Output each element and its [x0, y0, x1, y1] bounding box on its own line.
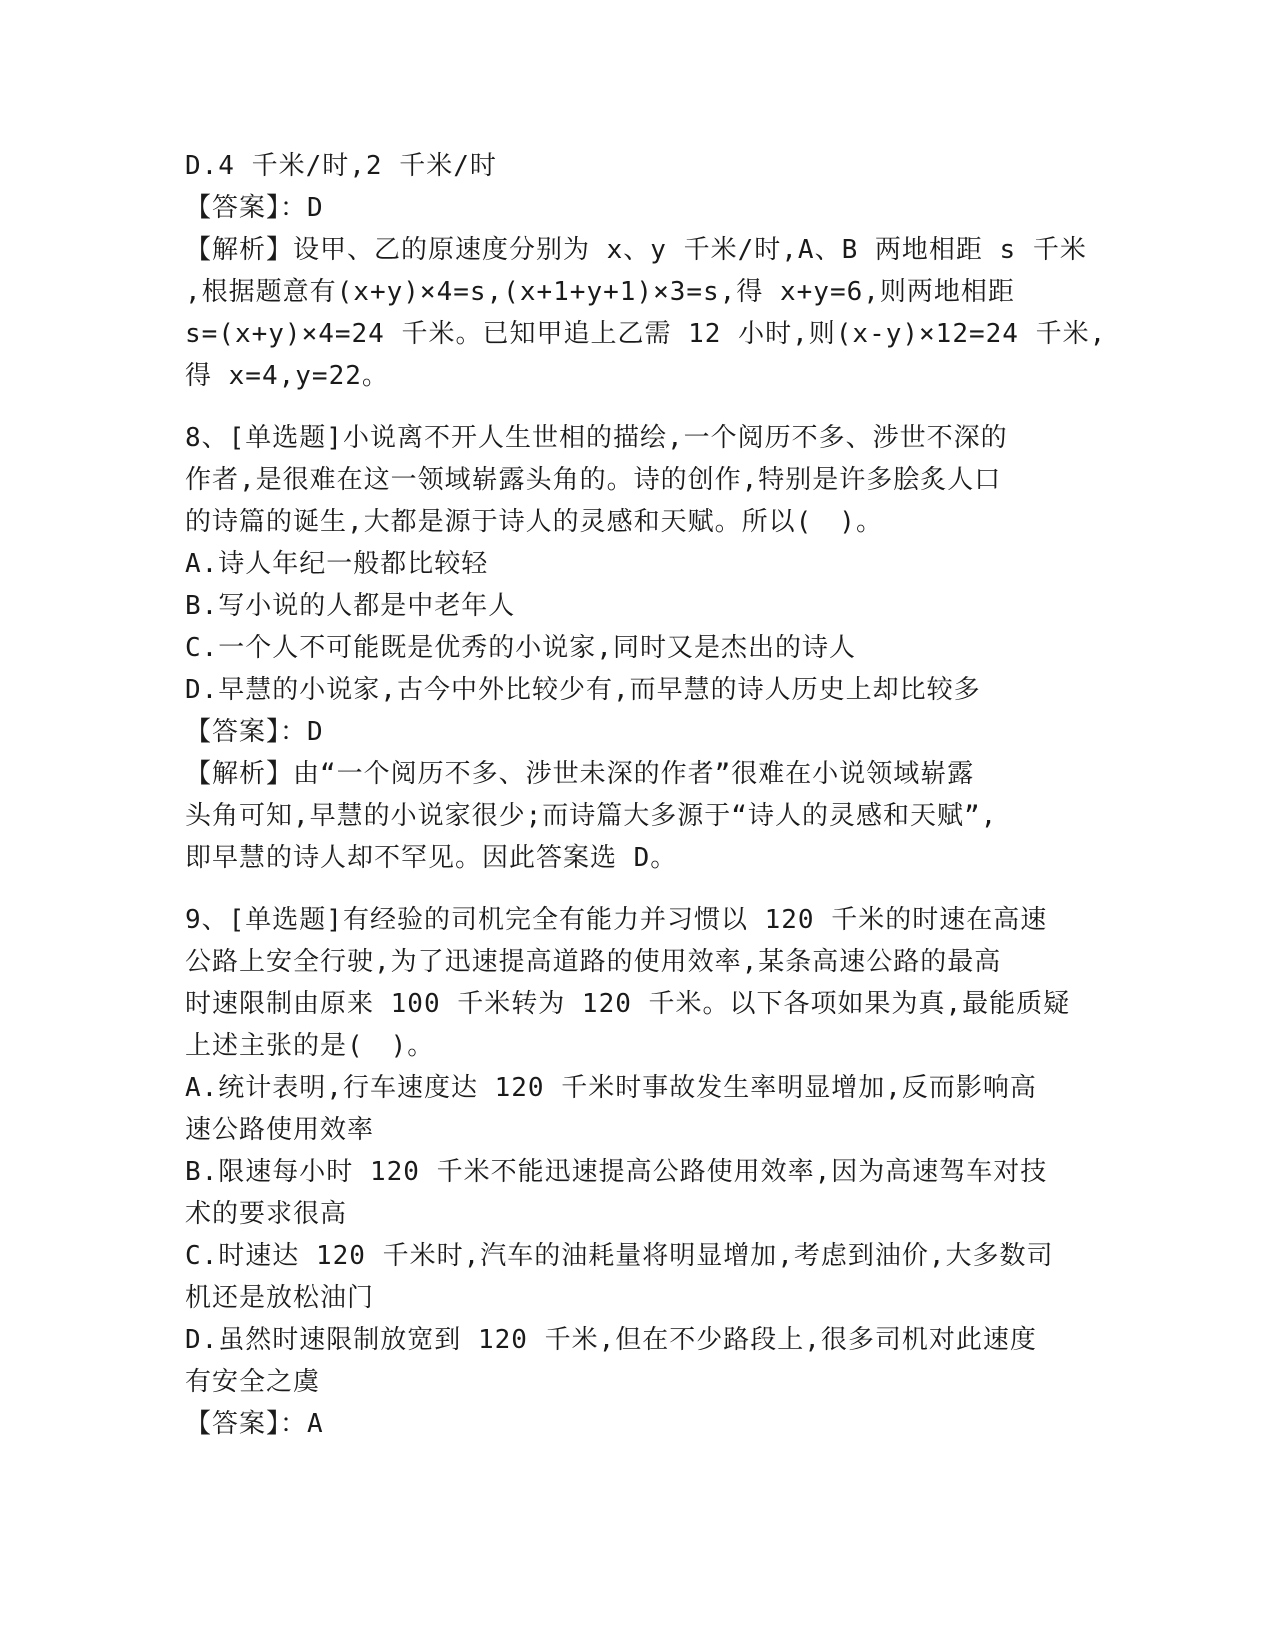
question-stem-line: 的诗篇的诞生,大都是源于诗人的灵感和天赋。所以( )。 — [185, 507, 883, 537]
analysis-line: s=(x+y)×4=24 千米。已知甲追上乙需 12 小时,则(x-y)×12=24 千米, — [185, 319, 1107, 349]
answer-line: 【答案】：A — [185, 1409, 324, 1439]
analysis-line: ,根据题意有(x+y)×4=s,(x+1+y+1)×3=s,得 x+y=6,则两地相距 — [185, 277, 1015, 307]
analysis-line: 【解析】由“一个阅历不多、涉世未深的作者”很难在小说领域崭露 — [185, 759, 975, 789]
option-a-cont: 速公路使用效率 — [185, 1115, 375, 1145]
option-d: D.4 千米/时,2 千米/时 — [185, 151, 497, 181]
prev-question-block — [185, 145, 1107, 397]
spacer — [185, 397, 1085, 417]
option-d-cont: 有安全之虞 — [185, 1367, 321, 1397]
option-c: C.一个人不可能既是优秀的小说家,同时又是杰出的诗人 — [185, 633, 856, 663]
option-b-cont: 术的要求很高 — [185, 1199, 348, 1229]
question-stem-line: 时速限制由原来 100 千米转为 120 千米。以下各项如果为真,最能质疑 — [185, 989, 1071, 1019]
option-d: D.虽然时速限制放宽到 120 千米,但在不少路段上,很多司机对此速度 — [185, 1325, 1037, 1355]
answer-line: 【答案】：D — [185, 717, 324, 747]
option-b: B.写小说的人都是中老年人 — [185, 591, 516, 621]
option-c-cont: 机还是放松油门 — [185, 1283, 375, 1313]
question-9-block — [185, 899, 1085, 1445]
option-c: C.时速达 120 千米时,汽车的油耗量将明显增加,考虑到油价,大多数司 — [185, 1241, 1054, 1271]
analysis-line: 得 x=4,y=22。 — [185, 361, 389, 391]
question-stem-line: 8、[单选题]小说离不开人生世相的描绘,一个阅历不多、涉世不深的 — [185, 423, 1008, 453]
option-a: A.统计表明,行车速度达 120 千米时事故发生率明显增加,反而影响高 — [185, 1073, 1037, 1103]
option-a: A.诗人年纪一般都比较轻 — [185, 549, 489, 579]
option-d: D.早慧的小说家,古今中外比较少有,而早慧的诗人历史上却比较多 — [185, 675, 981, 705]
analysis-line: 即早慧的诗人却不罕见。因此答案选 D。 — [185, 843, 678, 873]
question-8-block — [185, 417, 1085, 879]
question-stem-line: 公路上安全行驶,为了迅速提高道路的使用效率,某条高速公路的最高 — [185, 947, 1002, 977]
question-stem-line: 上述主张的是( )。 — [185, 1031, 435, 1061]
answer-line: 【答案】：D — [185, 193, 324, 223]
question-stem-line: 作者,是很难在这一领域崭露头角的。诗的创作,特别是许多脍炙人口 — [185, 465, 1002, 495]
option-b: B.限速每小时 120 千米不能迅速提高公路使用效率,因为高速驾车对技 — [185, 1157, 1048, 1187]
analysis-line: 头角可知,早慧的小说家很少;而诗篇大多源于“诗人的灵感和天赋”, — [185, 801, 998, 831]
document-content — [185, 145, 1107, 1445]
analysis-line: 【解析】设甲、乙的原速度分别为 x、y 千米/时,A、B 两地相距 s 千米 — [185, 235, 1087, 265]
question-stem-line: 9、[单选题]有经验的司机完全有能力并习惯以 120 千米的时速在高速 — [185, 905, 1048, 935]
spacer — [185, 879, 1085, 899]
